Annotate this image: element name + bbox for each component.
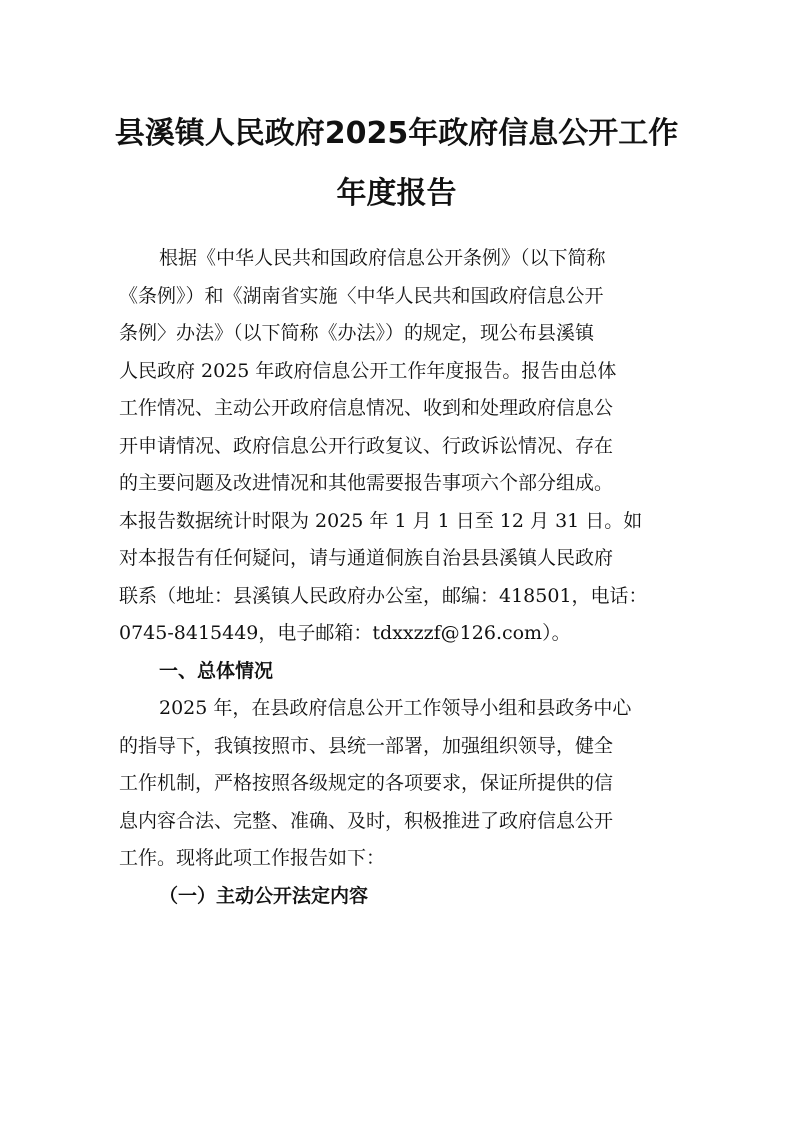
report-title-line-1: 县溪镇人民政府2025年政府信息公开工作 — [114, 116, 679, 151]
overview-line: 工作。现将此项工作报告如下： — [119, 847, 386, 869]
intro-line: 的主要问题及改进情况和其他需要报告事项六个部分组成。 — [119, 472, 614, 494]
intro-line: 根据《中华人民共和国政府信息公开条例》（以下简称 — [159, 247, 606, 269]
intro-line: 开申请情况、政府信息公开行政复议、行政诉讼情况、存在 — [119, 434, 614, 457]
overview-line: 息内容合法、完整、准确、及时，积极推进了政府信息公开 — [119, 809, 614, 832]
subsection-heading-proactive-disclosure: （一）主动公开法定内容 — [159, 884, 369, 907]
overview-line: 工作机制，严格按照各级规定的各项要求，保证所提供的信 — [119, 772, 614, 794]
overview-line: 2025 年，在县政府信息公开工作领导小组和县政务中心 — [159, 697, 632, 719]
intro-line: 0745-8415449，电子邮箱：tdxxzzf@126.com）。 — [119, 622, 571, 644]
intro-line: 对本报告有任何疑问，请与通道侗族自治县县溪镇人民政府 — [119, 547, 614, 569]
intro-line: 联系（地址：县溪镇人民政府办公室，邮编：418501，电话： — [119, 584, 648, 607]
report-title-line-2: 年度报告 — [336, 176, 457, 211]
report-body — [119, 240, 679, 915]
intro-line: 本报告数据统计时限为 2025 年 1 月 1 日至 12 月 31 日。如 — [119, 509, 643, 532]
intro-line: 人民政府 2025 年政府信息公开工作年度报告。报告由总体 — [119, 359, 617, 382]
intro-line: 《条例》）和《湖南省实施〈中华人民共和国政府信息公开 — [119, 284, 604, 307]
intro-line: 条例〉办法》（以下简称《办法》）的规定，现公布县溪镇 — [119, 322, 595, 344]
section-heading-overview: 一、总体情况 — [159, 659, 274, 682]
overview-line: 的指导下，我镇按照市、县统一部署，加强组织领导，健全 — [119, 734, 614, 757]
intro-line: 工作情况、主动公开政府信息情况、收到和处理政府信息公 — [119, 397, 614, 419]
